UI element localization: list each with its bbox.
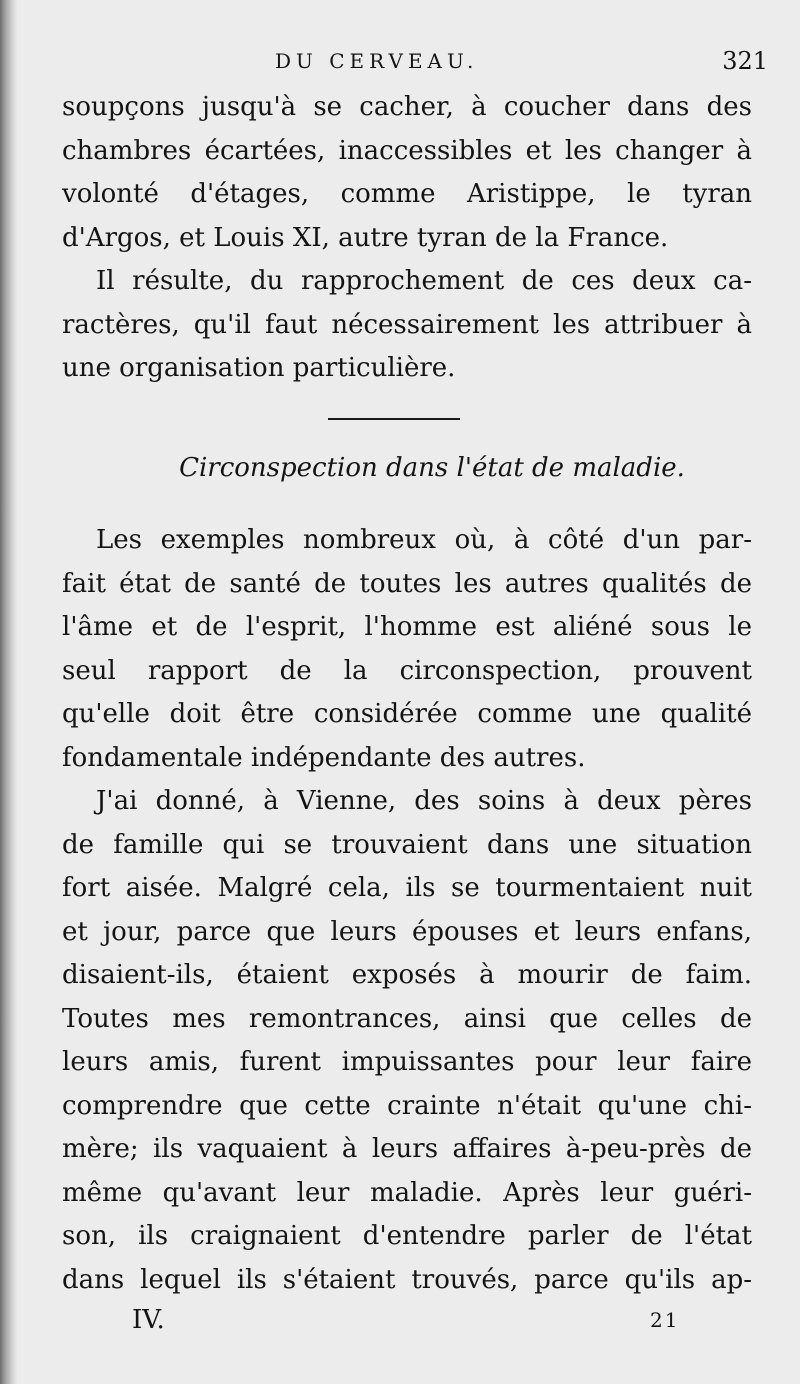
text-line: fait état de santé de toutes les autres qualités de (62, 568, 752, 599)
page-footer (0, 1300, 800, 1340)
text-line: soupçons jusqu'à se cacher, à coucher dans des (62, 92, 752, 122)
text-line: qu'elle doit être considérée comme une qualité (62, 699, 752, 729)
text-line: une organisation particulière. (62, 353, 456, 383)
paragraph-block-1 (62, 86, 752, 391)
text-line: Il résulte, du rapprochement de ces deux ca- (96, 266, 752, 296)
text-line: seul rapport de la circonspection, prouvent (62, 655, 752, 686)
text-line: même qu'avant leur maladie. Après leur guéri- (62, 1177, 752, 1208)
text-line: fondamentale indépendante des autres. (62, 742, 586, 773)
text-line: dans lequel ils s'étaient trouvés, parce qu'ils ap- (62, 1264, 752, 1295)
text-line: Toutes mes remontrances, ainsi que celles de (62, 1003, 752, 1034)
signature-folio: 21 (650, 1308, 680, 1332)
section-heading: Circonspection dans l'état de maladie. (179, 453, 685, 483)
paragraph-block-2 (62, 519, 752, 1302)
text-line: d'Argos, et Louis XI, autre tyran de la France. (62, 222, 669, 253)
text-line: chambres écartées, inaccessibles et les changer à (62, 135, 752, 166)
text-line: et jour, parce que leurs épouses et leurs enfans, (62, 916, 752, 947)
text-line: ractères, qu'il faut nécessairement les attribuer à (62, 309, 752, 340)
text-line: leurs amis, furent impuissantes pour leur faire (62, 1047, 752, 1077)
text-line: son, ils craignaient d'entendre parler de l'état (62, 1221, 752, 1251)
running-head (0, 44, 800, 78)
volume-signature: IV. (132, 1305, 165, 1335)
text-line: mère; ils vaquaient à leurs affaires à-peu-près de (62, 1134, 752, 1164)
text-line: l'âme et de l'esprit, l'homme est aliéné sous le (62, 612, 752, 642)
text-line: fort aisée. Malgré cela, ils se tourmentaient nuit (62, 873, 752, 903)
text-line: J'ai donné, à Vienne, des soins à deux pères (96, 786, 752, 816)
text-line: comprendre que cette crainte n'était qu'une chi- (62, 1090, 752, 1121)
text-line: de famille qui se trouvaient dans une situation (62, 829, 752, 860)
page-number: 321 (722, 47, 768, 75)
text-line: Les exemples nombreux où, à côté d'un par- (96, 525, 752, 555)
running-head-title: DU CERVEAU. (275, 49, 479, 73)
text-line: disaient-ils, étaient exposés à mourir de faim. (62, 960, 752, 990)
text-line: volonté d'étages, comme Aristippe, le tyran (62, 179, 752, 209)
binding-shadow (0, 0, 18, 1384)
section-divider (328, 418, 460, 420)
